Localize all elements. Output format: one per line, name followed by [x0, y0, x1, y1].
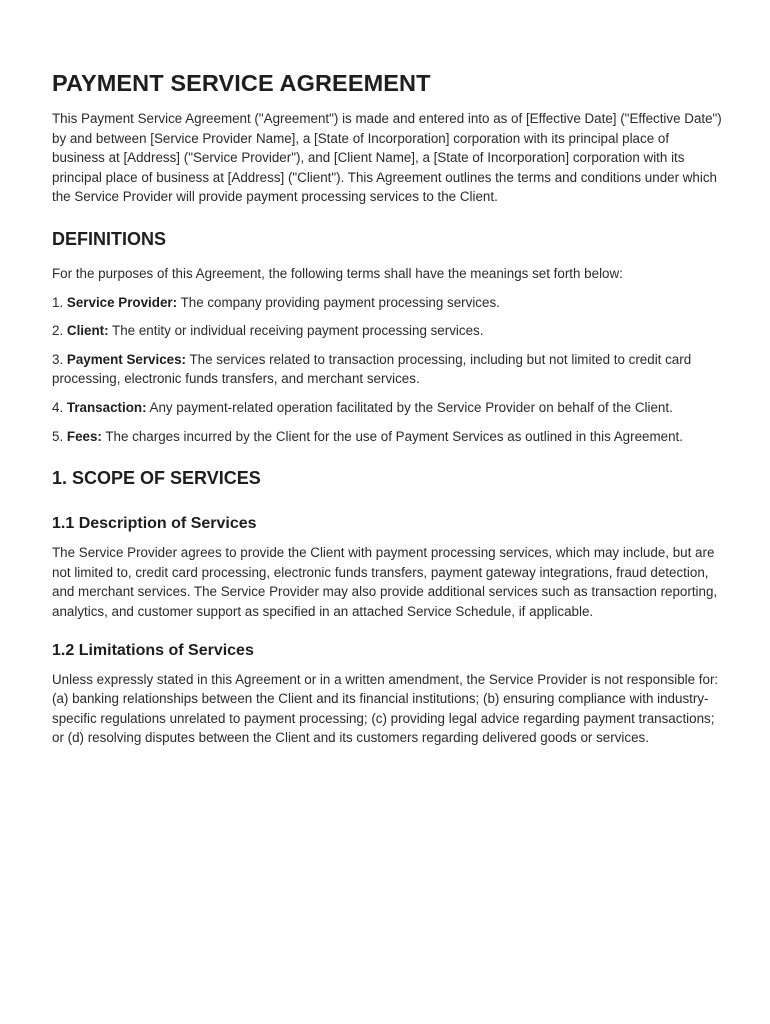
definitions-heading: DEFINITIONS [52, 228, 167, 249]
definition-number: 4. [52, 399, 64, 415]
subsection-body: The Service Provider agrees to provide the Client with payment processing services, which may include, but are not limited to, credit card processing, electronic funds transfers, payment gateway integrations, fraud detection, and merchant services. The Service Provider may also provide additional services such as transaction reporting, analytics, and customer support as specified in an attached Service Schedule, if applicable. [52, 545, 718, 619]
definition-term: Service Provider: [66, 294, 178, 310]
subsection-heading: 1.1 Description of Services [52, 515, 257, 533]
subsection-body: Unless expressly stated in this Agreement or in a written amendment, the Service Provider is not responsible for: (a) banking relationships between the Client and its financial institutions; (b) ensuring compliance with industry-specific regulations unrelated to payment processing; (c) providing legal advice regarding payment transactions; or (d) resolving disputes between the Client and its customers regarding delivered goods or services. [52, 671, 719, 746]
document-page [52, 70, 722, 768]
definition-number: 5. [52, 428, 64, 444]
definition-item [52, 321, 722, 341]
definitions-lead: For the purposes of this Agreement, the following terms shall have the meanings set forth below: [52, 265, 623, 281]
definition-item [52, 293, 722, 313]
definition-text: The services related to transaction processing, including but not limited to credit card processing, electronic funds transfers, and merchant services. [52, 351, 692, 387]
definition-item [52, 427, 722, 447]
definition-term: Fees: [66, 428, 102, 444]
definition-number: 2. [52, 323, 64, 339]
definition-text: The company providing payment processing services. [180, 294, 500, 310]
definition-term: Client: [66, 323, 109, 339]
intro-paragraph: This Payment Service Agreement ("Agreement") is made and entered into as of [Effective Date] ("Effective Date") by and between [Service Provider Name], a [State of Incorporation] corporation with its principal place of business at [Address] ("Service Provider"), and [Client Name], a [State of Incorporation] corporation with its principal place of business at [Address] ("Client"). This Agreement outlines the terms and conditions under which the Service Provider will provide payment processing services to the Client. [52, 111, 722, 205]
definition-item [52, 398, 722, 418]
definition-item [52, 350, 722, 389]
definition-text: The charges incurred by the Client for the use of Payment Services as outlined in this Agreement. [105, 428, 683, 444]
definition-term: Payment Services: [66, 351, 187, 367]
definition-number: 3. [52, 351, 64, 367]
definition-number: 1. [52, 294, 64, 310]
subsection-heading: 1.2 Limitations of Services [52, 641, 254, 659]
definition-term: Transaction: [66, 399, 147, 415]
document-title: PAYMENT SERVICE AGREEMENT [52, 70, 431, 96]
definition-text: Any payment-related operation facilitated by the Service Provider on behalf of the Client. [149, 399, 673, 415]
definition-text: The entity or individual receiving payment processing services. [112, 323, 484, 339]
scope-heading: 1. SCOPE OF SERVICES [52, 468, 261, 489]
